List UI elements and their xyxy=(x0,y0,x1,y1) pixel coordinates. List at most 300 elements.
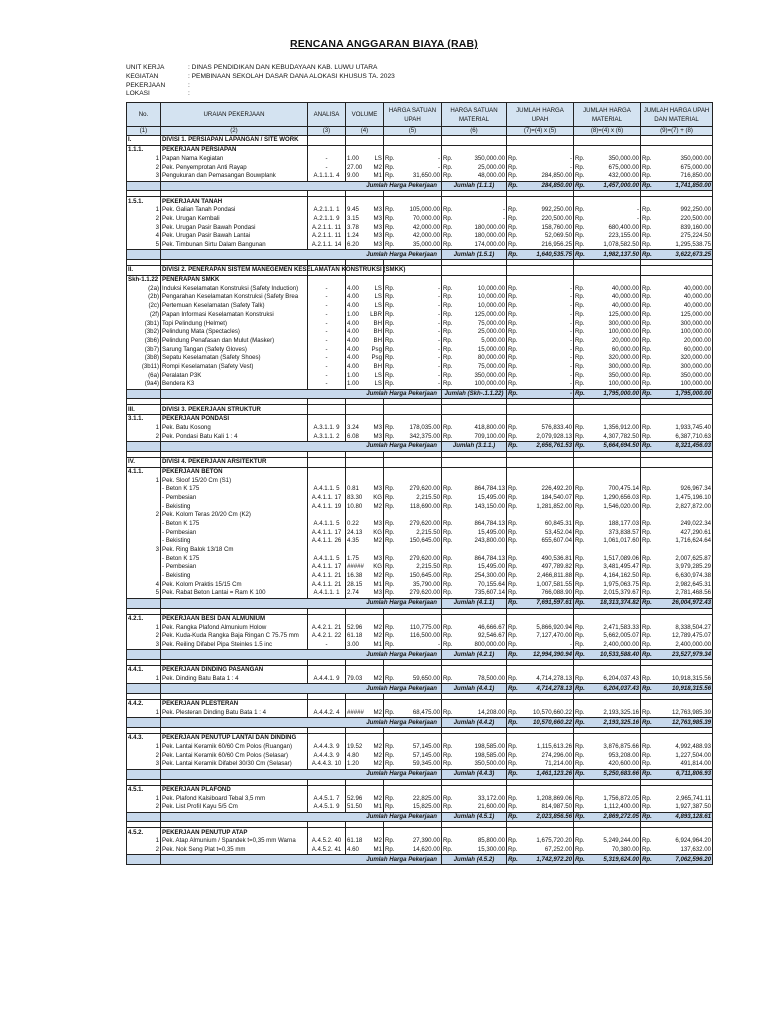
column-number: (3) xyxy=(308,127,346,136)
volume-value: 0.81 xyxy=(347,485,359,493)
total-material xyxy=(574,371,641,380)
total-labor-value: - xyxy=(569,380,572,388)
currency-label: Rp. xyxy=(385,284,395,292)
currency-label: Rp. xyxy=(642,845,652,853)
volume-cell xyxy=(346,172,384,181)
volume-cell xyxy=(346,632,384,641)
unit-price-material xyxy=(442,589,507,598)
total-combined-value: 320,000.00 xyxy=(680,354,711,362)
empty-cell xyxy=(384,614,442,623)
currency-label: Rp. xyxy=(443,760,453,768)
row-number: 3.1.1. xyxy=(127,415,161,424)
currency-label: Rp. xyxy=(508,502,518,510)
volume-value: 10.80 xyxy=(347,502,363,510)
total-labor-value: - xyxy=(569,354,572,362)
total-combined-value: 839,160.00 xyxy=(680,223,711,231)
currency-label: Rp. xyxy=(508,354,518,362)
column-header: VOLUME xyxy=(346,103,384,127)
unit-price-labor xyxy=(384,215,442,224)
column-header: JUMLAH HARGA MATERIAL xyxy=(574,103,641,127)
currency-label: Rp. xyxy=(443,572,453,580)
currency-label: Rp. xyxy=(385,674,395,682)
total-combined xyxy=(641,794,713,803)
total-labor xyxy=(507,319,574,328)
total-labor xyxy=(507,337,574,346)
empty-cell xyxy=(346,614,384,623)
volume-value: 3.78 xyxy=(347,223,359,231)
unit-price-material xyxy=(442,302,507,311)
unit-price-material xyxy=(442,528,507,537)
unit-label: M2 xyxy=(373,623,382,631)
empty-cell xyxy=(641,785,713,794)
unit-price-material-value: 21,600.00 xyxy=(477,803,505,811)
empty-cell xyxy=(442,511,507,520)
row-number: 1 xyxy=(127,794,161,803)
unit-price-material-value: 5,000.00 xyxy=(481,336,505,344)
subtotal-labor-value: 10,570,660.22 xyxy=(533,718,572,726)
volume-cell xyxy=(346,502,384,511)
unit-price-material-value: 15,000.00 xyxy=(477,345,505,353)
subtotal-combined-value: 23,527,979.34 xyxy=(672,650,711,658)
total-labor xyxy=(507,345,574,354)
empty-cell xyxy=(308,197,346,206)
unit-price-labor xyxy=(384,241,442,250)
subtotal-material xyxy=(574,650,641,660)
volume-cell xyxy=(346,572,384,581)
empty-cell xyxy=(507,467,574,476)
empty-cell xyxy=(308,614,346,623)
row-number: 4.1.1. xyxy=(127,467,161,476)
volume-value: 61.18 xyxy=(347,837,363,845)
item-row xyxy=(127,223,713,232)
row-number: 4.2.1. xyxy=(127,614,161,623)
currency-label: Rp. xyxy=(443,206,453,214)
currency-label: Rp. xyxy=(575,855,585,863)
subtotal-label: Jumlah Harga Pekerjaan xyxy=(161,718,442,728)
row-number: 1 xyxy=(127,743,161,752)
subtotal-combined-value: 3,622,673.25 xyxy=(675,250,711,258)
total-labor-value: 1,281,852.00 xyxy=(536,502,572,510)
total-material xyxy=(574,311,641,320)
subtotal-material-value: 2,193,325.16 xyxy=(603,718,639,726)
total-labor-value: 53,452.04 xyxy=(544,528,572,536)
unit-price-labor-value: 70,000.00 xyxy=(412,214,440,222)
analysis-code: A.4.1.1. 17 xyxy=(308,528,346,537)
item-row xyxy=(127,494,713,503)
unit-price-material xyxy=(442,743,507,752)
unit-price-labor-value: - xyxy=(437,154,440,162)
total-combined xyxy=(641,632,713,641)
subtotal-material-value: 18,313,374.82 xyxy=(600,599,639,607)
analysis-code: A.4.1.1. 21 xyxy=(308,572,346,581)
total-material xyxy=(574,528,641,537)
total-combined-value: 2,781,468.56 xyxy=(675,589,711,597)
unit-label: M2 xyxy=(373,632,382,640)
unit-price-material xyxy=(442,433,507,442)
empty-cell xyxy=(442,666,507,675)
currency-label: Rp. xyxy=(385,345,395,353)
subtotal-labor-value: 284,850.00 xyxy=(541,181,572,189)
currency-label: Rp. xyxy=(575,751,585,759)
currency-label: Rp. xyxy=(642,519,652,527)
volume-value: 4.80 xyxy=(347,751,359,759)
total-material xyxy=(574,172,641,181)
currency-label: Rp. xyxy=(575,214,585,222)
work-description: Pelindung Mata (Spectacles) xyxy=(161,328,308,337)
currency-label: Rp. xyxy=(642,163,652,171)
empty-cell xyxy=(507,145,574,154)
currency-label: Rp. xyxy=(642,172,652,180)
currency-label: Rp. xyxy=(575,650,585,658)
volume-value: 9.45 xyxy=(347,206,359,214)
total-labor-value: 71,214.00 xyxy=(544,760,572,768)
empty-cell xyxy=(507,275,574,284)
total-material-value: 1,061,017.60 xyxy=(603,537,639,545)
total-labor-value: 497,789.82 xyxy=(541,563,572,571)
row-number: 1 xyxy=(127,709,161,718)
total-labor xyxy=(507,293,574,302)
row-number: 5 xyxy=(127,241,161,250)
row-number: (9a4) xyxy=(127,380,161,389)
currency-label: Rp. xyxy=(642,485,652,493)
currency-label: Rp. xyxy=(508,172,518,180)
analysis-code: A.2.1.1. 9 xyxy=(308,215,346,224)
column-header: HARGA SATUAN UPAH xyxy=(384,103,442,127)
work-description: - Bekisting xyxy=(161,537,308,546)
volume-value: 51.50 xyxy=(347,803,363,811)
unit-price-labor xyxy=(384,641,442,650)
subtotal-labor xyxy=(507,812,574,822)
currency-label: Rp. xyxy=(642,442,652,450)
analysis-code: - xyxy=(308,380,346,389)
volume-value: 27.00 xyxy=(347,163,363,171)
unit-label: M3 xyxy=(373,432,382,440)
item-row xyxy=(127,803,713,812)
currency-label: Rp. xyxy=(642,537,652,545)
currency-label: Rp. xyxy=(642,362,652,370)
currency-label: Rp. xyxy=(443,354,453,362)
item-row xyxy=(127,371,713,380)
currency-label: Rp. xyxy=(508,554,518,562)
empty-cell xyxy=(507,785,574,794)
unit-price-labor-value: - xyxy=(437,362,440,370)
subtotal-labor xyxy=(507,598,574,608)
work-description: - Beton K 175 xyxy=(161,554,308,563)
total-material xyxy=(574,485,641,494)
unit-price-material-value: 125,000.00 xyxy=(474,310,505,318)
row-number xyxy=(127,494,161,503)
currency-label: Rp. xyxy=(443,743,453,751)
subtotal-jumlah-label: Jumlah (4.4.2) xyxy=(442,718,507,728)
volume-cell xyxy=(346,163,384,172)
unit-price-labor xyxy=(384,380,442,389)
analysis-code: A.2.1.1. 1 xyxy=(308,206,346,215)
empty-cell xyxy=(574,145,641,154)
row-number: 3 xyxy=(127,641,161,650)
currency-label: Rp. xyxy=(575,310,585,318)
total-combined xyxy=(641,206,713,215)
row-number: 1 xyxy=(127,155,161,164)
item-row xyxy=(127,846,713,855)
empty-cell xyxy=(308,734,346,743)
work-description: Pek. Dinding Batu Bata 1 : 4 xyxy=(161,675,308,684)
analysis-code: A.4.1.1. 1 xyxy=(308,589,346,598)
currency-label: Rp. xyxy=(443,493,453,501)
empty-cell xyxy=(574,511,641,520)
total-material xyxy=(574,345,641,354)
unit-price-material-value: 85,800.00 xyxy=(477,837,505,845)
total-labor xyxy=(507,752,574,761)
currency-label: Rp. xyxy=(575,328,585,336)
currency-label: Rp. xyxy=(443,241,453,248)
unit-price-material xyxy=(442,345,507,354)
unit-price-labor-value: 178,035.00 xyxy=(409,424,440,432)
unit-price-material-value: 14,208.00 xyxy=(477,709,505,716)
currency-label: Rp. xyxy=(385,223,395,231)
total-labor xyxy=(507,537,574,546)
unit-label: M2 xyxy=(373,537,382,545)
row-number: (2a) xyxy=(127,285,161,294)
subtotal-labor-value: - xyxy=(569,390,572,397)
unit-label: BH xyxy=(373,336,382,344)
empty-cell xyxy=(346,197,384,206)
currency-label: Rp. xyxy=(642,493,652,501)
unit-price-material xyxy=(442,520,507,529)
currency-label: Rp. xyxy=(385,380,395,388)
subtotal-combined-value: 4,893,128.61 xyxy=(675,812,711,820)
total-combined xyxy=(641,675,713,684)
total-labor-value: - xyxy=(569,328,572,336)
work-description: - Pembesian xyxy=(161,494,308,503)
analysis-code: A.4.1.1. 19 xyxy=(308,502,346,511)
empty-cell xyxy=(308,415,346,424)
currency-label: Rp. xyxy=(385,163,395,171)
currency-label: Rp. xyxy=(385,293,395,301)
subtotal-label: Jumlah Harga Pekerjaan xyxy=(161,181,442,191)
total-material-value: - xyxy=(636,214,639,222)
total-material xyxy=(574,709,641,718)
unit-price-labor xyxy=(384,743,442,752)
currency-label: Rp. xyxy=(508,674,518,682)
analysis-code: A.4.5.1. 9 xyxy=(308,803,346,812)
currency-label: Rp. xyxy=(642,502,652,510)
currency-label: Rp. xyxy=(385,837,395,845)
total-labor-value: 67,252.00 xyxy=(544,845,572,853)
subtotal-row xyxy=(127,855,713,865)
total-combined-value: 8,338,504.27 xyxy=(675,623,711,631)
subtotal-material-value: 5,250,683.66 xyxy=(603,770,639,778)
volume-cell xyxy=(346,752,384,761)
work-description: PENERAPAN SMKK xyxy=(161,275,308,284)
unit-price-material-value: - xyxy=(502,214,505,222)
work-description: Pek. Urugan Pasir Bawah Pondasi xyxy=(161,223,308,232)
unit-price-material-value: 864,784.13 xyxy=(474,485,505,493)
currency-label: Rp. xyxy=(575,519,585,527)
column-number: (5) xyxy=(384,127,442,136)
total-combined-value: 4,992,488.93 xyxy=(675,743,711,751)
item-row xyxy=(127,554,713,563)
work-description: DIVISI 1. PERSIAPAN LAPANGAN / SITE WORK xyxy=(161,136,308,146)
currency-label: Rp. xyxy=(508,163,518,171)
empty-cell xyxy=(641,275,713,284)
volume-cell xyxy=(346,554,384,563)
subtotal-labor xyxy=(507,684,574,694)
row-number: 2 xyxy=(127,632,161,641)
item-row xyxy=(127,794,713,803)
total-combined-value: 2,827,872.00 xyxy=(675,502,711,510)
unit-price-material-value: 78,500.00 xyxy=(477,674,505,682)
subsection-row xyxy=(127,785,713,794)
unit-price-material xyxy=(442,354,507,363)
unit-label: Psg xyxy=(371,354,382,362)
currency-label: Rp. xyxy=(443,589,453,597)
analysis-code: A.4.5.2. 41 xyxy=(308,846,346,855)
empty-cell xyxy=(507,666,574,675)
unit-price-material-value: 254,300.00 xyxy=(474,572,505,580)
currency-label: Rp. xyxy=(508,640,518,648)
unit-price-material-value: 180,000.00 xyxy=(474,232,505,240)
total-labor-value: 226,492.20 xyxy=(541,485,572,493)
total-material xyxy=(574,424,641,433)
volume-value: 1.00 xyxy=(347,154,359,162)
row-number: (3b8) xyxy=(127,354,161,363)
currency-label: Rp. xyxy=(443,502,453,510)
item-row xyxy=(127,520,713,529)
work-description: - Pembesian xyxy=(161,528,308,537)
row-number xyxy=(127,563,161,572)
analysis-code: - xyxy=(308,311,346,320)
total-labor-value: 2,466,811.88 xyxy=(536,572,572,580)
currency-label: Rp. xyxy=(642,214,652,222)
currency-label: Rp. xyxy=(385,751,395,759)
currency-label: Rp. xyxy=(385,310,395,318)
work-description: PEKERJAAN PLESTERAN xyxy=(161,700,308,709)
volume-cell xyxy=(346,743,384,752)
info-value: : xyxy=(188,90,190,98)
analysis-code: A.4.1.1. 21 xyxy=(308,581,346,590)
total-material xyxy=(574,380,641,389)
subtotal-material xyxy=(574,684,641,694)
volume-value: 79.03 xyxy=(347,674,363,682)
currency-label: Rp. xyxy=(443,380,453,388)
subtotal-material xyxy=(574,181,641,191)
column-header: No. xyxy=(127,103,161,127)
row-number: 4.4.3. xyxy=(127,734,161,743)
total-labor-value: 1,208,869.06 xyxy=(536,794,572,802)
total-labor xyxy=(507,371,574,380)
analysis-code: A.4.1.1. 17 xyxy=(308,563,346,572)
volume-value: ##### xyxy=(347,709,364,716)
item-row xyxy=(127,485,713,494)
currency-label: Rp. xyxy=(508,293,518,301)
empty-cell xyxy=(384,197,442,206)
work-description: PEKERJAAN BESI DAN ALMUNIUM xyxy=(161,614,308,623)
total-combined xyxy=(641,433,713,442)
empty-cell xyxy=(384,734,442,743)
unit-price-labor-value: 59,345.00 xyxy=(412,760,440,768)
total-labor xyxy=(507,846,574,855)
subtotal-label: Jumlah Harga Pekerjaan xyxy=(161,855,442,865)
unit-price-labor xyxy=(384,232,442,241)
volume-value: 83.30 xyxy=(347,493,363,501)
row-number: (2b) xyxy=(127,293,161,302)
total-labor-value: 216,956.25 xyxy=(541,241,572,248)
unit-price-labor-value: 105,000.00 xyxy=(409,206,440,214)
column-number: (4) xyxy=(346,127,384,136)
total-labor xyxy=(507,223,574,232)
total-labor-value: - xyxy=(569,362,572,370)
volume-cell xyxy=(346,232,384,241)
unit-price-labor xyxy=(384,837,442,846)
subtotal-jumlah-label: Jumlah (1.1.1) xyxy=(442,181,507,191)
unit-price-material-value: 10,000.00 xyxy=(477,293,505,301)
currency-label: Rp. xyxy=(443,640,453,648)
currency-label: Rp. xyxy=(443,172,453,180)
subtotal-row xyxy=(127,389,713,399)
volume-value: 19.52 xyxy=(347,743,363,751)
volume-value: 3.00 xyxy=(347,640,359,648)
item-row xyxy=(127,623,713,632)
total-labor-value: 490,536.81 xyxy=(541,554,572,562)
currency-label: Rp. xyxy=(508,380,518,388)
currency-label: Rp. xyxy=(508,537,518,545)
currency-label: Rp. xyxy=(508,718,518,726)
currency-label: Rp. xyxy=(508,310,518,318)
total-labor-value: - xyxy=(569,310,572,318)
volume-cell xyxy=(346,424,384,433)
total-labor-value: 220,500.00 xyxy=(541,214,572,222)
analysis-code: - xyxy=(308,337,346,346)
subtotal-labor xyxy=(507,769,574,779)
work-description: - Bekisting xyxy=(161,572,308,581)
subtotal-labor-value: 1,461,123.26 xyxy=(536,770,572,778)
total-labor xyxy=(507,172,574,181)
total-material xyxy=(574,206,641,215)
unit-label: M2 xyxy=(373,502,382,510)
row-number: 1 xyxy=(127,206,161,215)
unit-price-labor xyxy=(384,424,442,433)
total-labor-value: - xyxy=(569,302,572,310)
unit-price-labor-value: - xyxy=(437,302,440,310)
empty-cell xyxy=(574,197,641,206)
empty-cell xyxy=(574,614,641,623)
total-labor-value: 1,115,613.26 xyxy=(536,743,572,751)
work-description: Pek. Plesteran Dinding Batu Bata 1 : 4 xyxy=(161,709,308,718)
currency-label: Rp. xyxy=(642,632,652,640)
total-material-value: 675,000.00 xyxy=(608,163,639,171)
total-material xyxy=(574,803,641,812)
item-row xyxy=(127,424,713,433)
currency-label: Rp. xyxy=(508,493,518,501)
currency-label: Rp. xyxy=(575,599,585,607)
subtotal-material-value: 5,319,624.00 xyxy=(603,855,639,863)
currency-label: Rp. xyxy=(642,432,652,440)
item-group-row xyxy=(127,476,713,485)
work-description: - Beton K 175 xyxy=(161,520,308,529)
subtotal-material xyxy=(574,389,641,399)
total-combined-value: 10,918,315.56 xyxy=(672,674,711,682)
unit-price-material xyxy=(442,285,507,294)
unit-price-material-value: 48,000.00 xyxy=(477,172,505,180)
work-description: - Beton K 175 xyxy=(161,485,308,494)
currency-label: Rp. xyxy=(642,390,652,397)
currency-label: Rp. xyxy=(642,371,652,379)
subsection-row xyxy=(127,666,713,675)
table-header xyxy=(127,103,713,127)
unit-price-labor-value: 68,475.00 xyxy=(412,709,440,716)
subtotal-label: Jumlah Harga Pekerjaan xyxy=(161,598,442,608)
volume-value: 3.15 xyxy=(347,214,359,222)
